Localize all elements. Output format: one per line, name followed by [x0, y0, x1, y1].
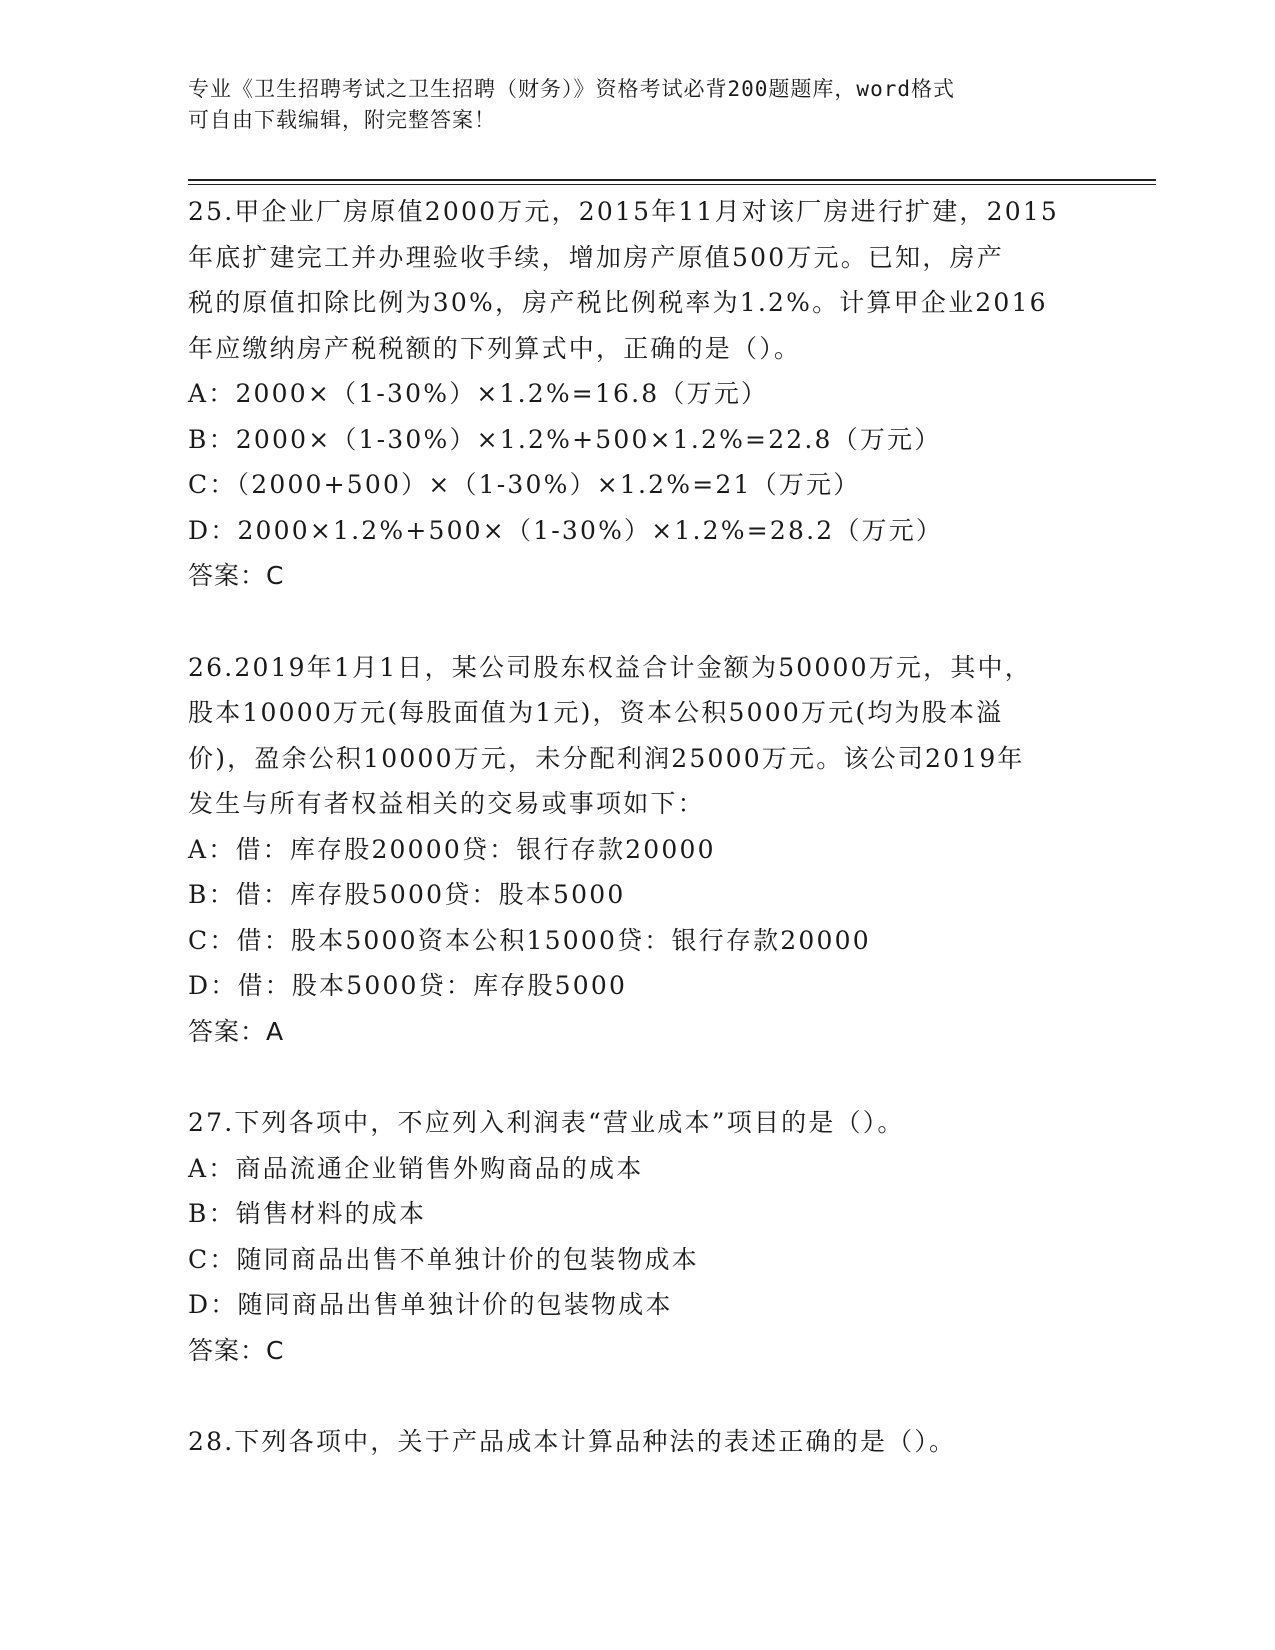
question-stem-line: 发生与所有者权益相关的交易或事项如下： [188, 789, 705, 818]
answer: 答案：A [188, 1016, 285, 1046]
question-25 [188, 189, 1088, 599]
header-line-2: 可自由下载编辑，附完整答案！ [188, 108, 496, 132]
question-stem-line: 股本10000万元(每股面值为1元)，资本公积5000万元(均为股本溢 [188, 698, 1004, 727]
question-stem-line: 28.下列各项中，关于产品成本计算品种法的表述正确的是（）。 [188, 1427, 957, 1456]
option-c: C：（2000+500）×（1-30%）×1.2%=21（万元） [188, 470, 861, 499]
question-list [188, 189, 1088, 1465]
option-d: D：借：股本5000贷：库存股5000 [188, 971, 628, 1000]
question-26 [188, 645, 1088, 1055]
answer: 答案：C [188, 561, 285, 590]
header-divider-thin [188, 184, 1156, 185]
question-stem-line: 年应缴纳房产税税额的下列算式中，正确的是（）。 [188, 333, 802, 363]
option-c: C：随同商品出售不单独计价的包装物成本 [188, 1244, 699, 1274]
question-27 [188, 1100, 1088, 1373]
question-stem-line: 税的原值扣除比例为30%，房产税比例税率为1.2%。计算甲企业2016 [188, 288, 1048, 317]
header-divider-thick [188, 179, 1156, 181]
question-stem-line: 27.下列各项中，不应列入利润表“营业成本”项目的是（）。 [188, 1108, 905, 1137]
option-a: A：商品流通企业销售外购商品的成本 [188, 1153, 644, 1183]
question-28 [188, 1419, 1088, 1465]
option-b: B：借：库存股5000贷：股本5000 [188, 880, 626, 909]
option-a: A：借：库存股20000贷：银行存款20000 [188, 834, 716, 864]
question-stem-line: 价)，盈余公积10000万元，未分配利润25000万元。该公司2019年 [188, 743, 1025, 773]
document-header [188, 74, 1088, 136]
question-stem-line: 26.2019年1月1日，某公司股东权益合计金额为50000万元，其中， [188, 652, 1032, 682]
question-stem-line: 年底扩建完工并办理验收手续，增加房产原值500万元。已知，房产 [188, 242, 1004, 272]
header-line-1: 专业《卫生招聘考试之卫生招聘（财务）》资格考试必背200题题库，word格式 [188, 77, 955, 101]
question-stem-line: 25.甲企业厂房原值2000万元，2015年11月对该厂房进行扩建，2015 [188, 197, 1060, 226]
option-c: C：借：股本5000资本公积15000贷：银行存款20000 [188, 925, 871, 955]
option-a: A：2000×（1-30%）×1.2%=16.8（万元） [188, 379, 769, 408]
answer: 答案：C [188, 1335, 285, 1365]
option-b: B：2000×（1-30%）×1.2%+500×1.2%=22.8（万元） [188, 424, 942, 454]
option-d: D：2000×1.2%+500×（1-30%）×1.2%=28.2（万元） [188, 515, 944, 545]
option-d: D：随同商品出售单独计价的包装物成本 [188, 1290, 673, 1319]
option-b: B：销售材料的成本 [188, 1199, 427, 1228]
